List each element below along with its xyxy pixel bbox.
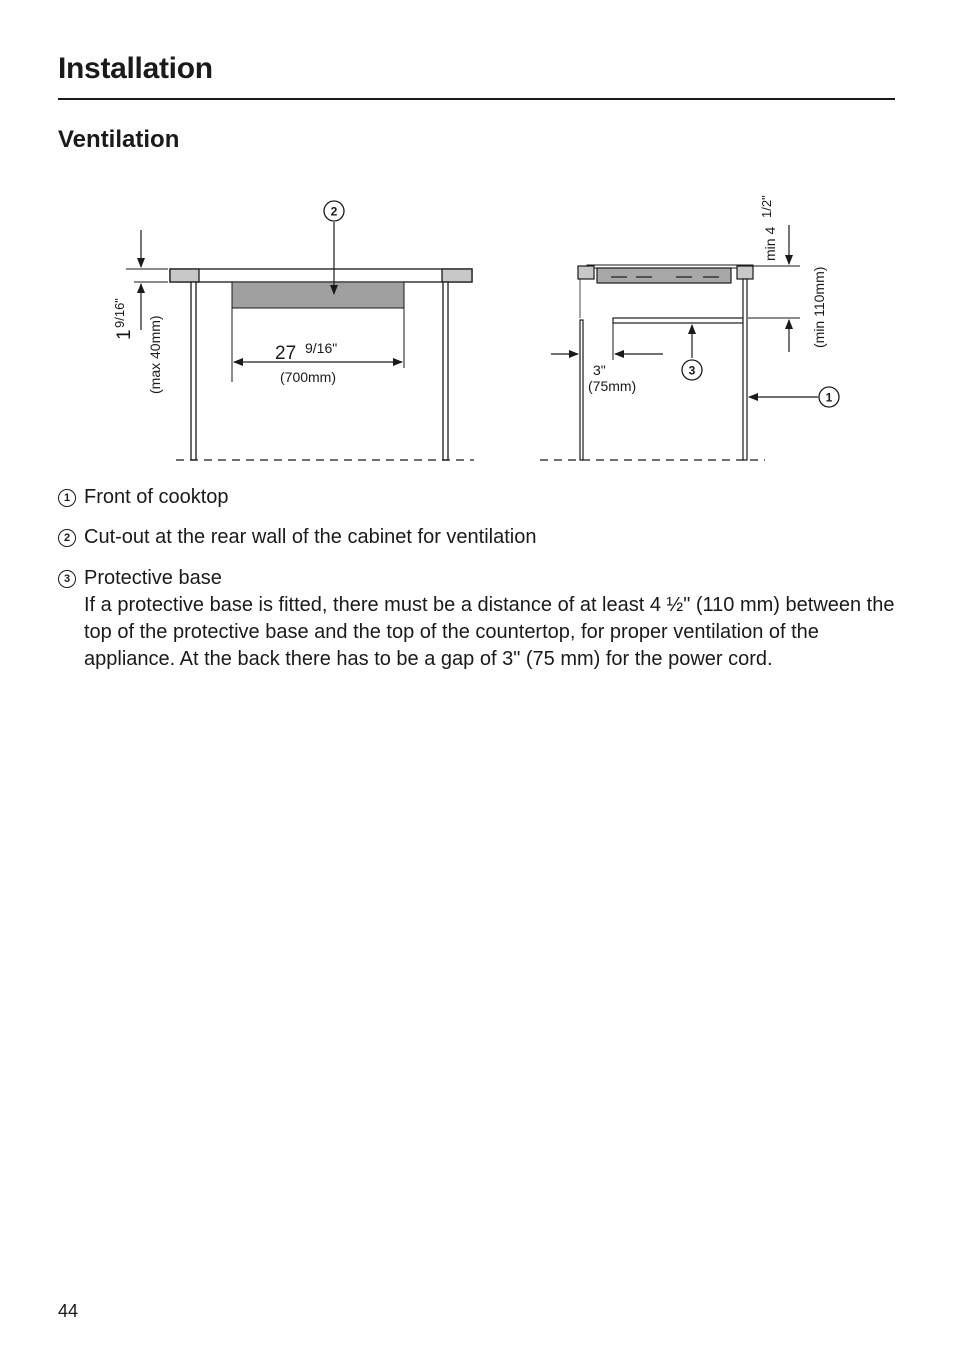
height-dim-mm: (max 40mm): [147, 315, 163, 394]
callout-1-label: 1: [825, 390, 833, 405]
protective-base: [613, 318, 743, 323]
rear-wall: [580, 320, 583, 460]
callout-2-label: 2: [330, 204, 338, 219]
legend-text-1: Front of cooktop: [84, 486, 229, 508]
ventilation-diagram: [0, 0, 954, 480]
width-dim-whole: 27: [275, 343, 297, 364]
cabinet-side-right: [443, 282, 448, 460]
legend-detail-3: If a protective base is fitted, there must be a distance of at least 4 ½" (110 mm) between the top of the protective base and the top of the countertop, for proper ventilation of the appliance. At the back there has to be a gap of 3" (75 mm) for the power cord.: [84, 594, 895, 670]
countertop-block-right: [737, 266, 753, 279]
front-view-drawing: [112, 201, 474, 460]
cabinet-side-left: [191, 282, 196, 460]
page-title: Installation: [58, 52, 213, 85]
height-dim-fraction: 9/16": [112, 298, 127, 328]
cabinet-front: [743, 279, 747, 460]
min-dim-fraction: 1/2": [759, 195, 774, 218]
countertop-edge-left: [170, 269, 199, 282]
min-dim-label: min 4: [762, 226, 778, 261]
cooktop-body: [597, 268, 731, 283]
gap-dim-mm: (75mm): [588, 378, 637, 394]
side-view-drawing: [540, 195, 839, 460]
height-dim-whole: 1: [114, 329, 135, 340]
countertop: [170, 269, 472, 282]
width-dim-fraction: 9/16": [305, 340, 338, 356]
legend-text-2: Cut-out at the rear wall of the cabinet for ventilation: [84, 526, 537, 548]
page-number: 44: [58, 1301, 79, 1321]
gap-dim: 3": [593, 362, 606, 378]
legend-number-3: 3: [58, 570, 76, 588]
width-dim-mm: (700mm): [280, 369, 337, 385]
legend-number-1: 1: [58, 489, 76, 507]
countertop-block-left: [578, 266, 594, 279]
section-heading: Ventilation: [58, 126, 180, 153]
min-dim-mm: (min 110mm): [811, 266, 827, 348]
legend-text-3: Protective base: [84, 567, 222, 589]
callout-3-label: 3: [688, 363, 696, 378]
legend-number-2: 2: [58, 529, 76, 547]
countertop-edge-right: [442, 269, 472, 282]
rear-cutout: [232, 282, 404, 308]
